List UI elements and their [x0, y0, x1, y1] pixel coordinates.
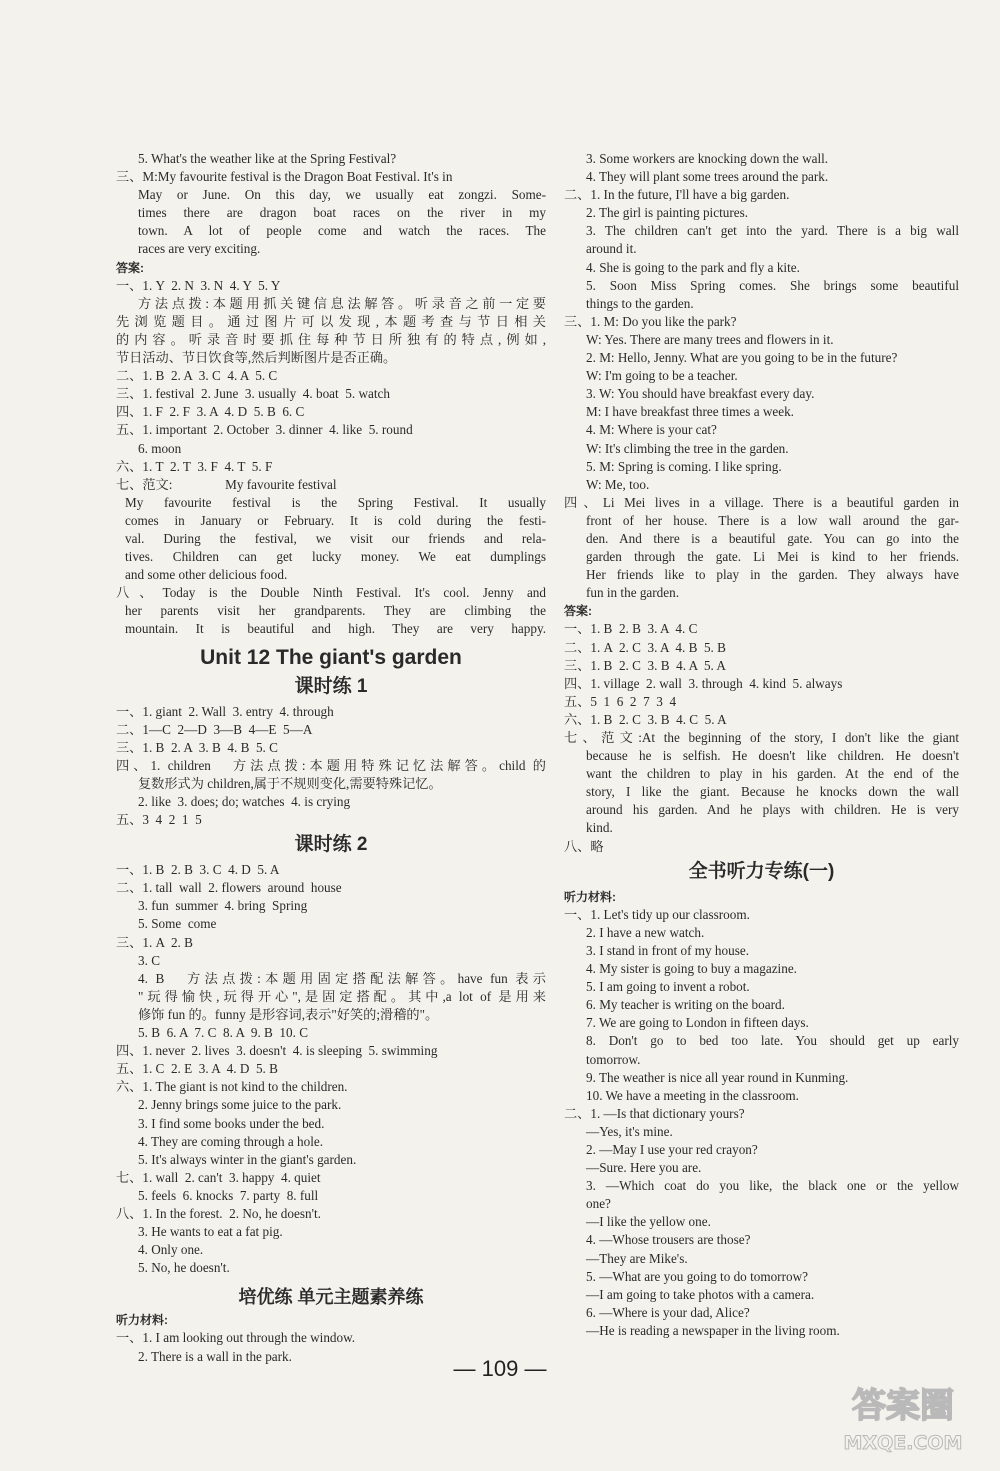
text-line: 6. moon	[138, 440, 182, 456]
text-line: 三、M:My favourite festival is the Dragon Boat Festival. It's in	[116, 169, 453, 185]
text-line: front of her house. There is a low wall around the gar-	[586, 512, 959, 528]
watermark-top: 答案圈	[852, 1386, 954, 1426]
text-line: 三、1. B 2. A 3. B 4. B 5. C	[116, 739, 278, 755]
text-line: 5. M: Spring is coming. I like spring.	[586, 458, 782, 474]
text-line: 6. My teacher is writing on the board.	[586, 997, 785, 1013]
text-line: 八、1. In the forest. 2. No, he doesn't.	[116, 1205, 321, 1221]
text-line: 5. What's the weather like at the Spring Festival?	[138, 151, 397, 166]
essay-line: 七、范文:At the beginning of the story, I don't like the giant	[564, 730, 959, 745]
text-line: 5. feels 6. knocks 7. party 8. full	[138, 1187, 319, 1203]
text-line: 5. —What are you going to do tomorrow?	[586, 1268, 808, 1284]
text-line: 3. Some workers are knocking down the wall.	[586, 151, 829, 166]
text-line: 三、1. B 2. C 3. B 4. A 5. A	[564, 657, 726, 673]
listening-label: 听力材料:	[564, 889, 616, 904]
unit-title: Unit 12 The giant's garden	[200, 645, 462, 669]
text-line: 四、1. children 方法点拨:本题用特殊记忆法解答。child 的	[116, 757, 546, 773]
tip-line: 复数形式为 children,属于不规则变化,需要特殊记忆。	[138, 775, 442, 791]
text-line: —They are Mike's.	[586, 1250, 688, 1266]
tip-line: 先浏览题目。通过图片可以发现,本题考查与节日相关	[116, 313, 546, 329]
essay-line: around his garden. And he plays with children. He is very	[586, 802, 959, 818]
text-line: 3. fun summer 4. bring Spring	[138, 898, 308, 914]
text-line: 四、1. F 2. F 3. A 4. D 5. B 6. C	[116, 404, 305, 420]
text-line: M: I have breakfast three times a week.	[586, 404, 794, 420]
text-line: —Yes, it's mine.	[586, 1123, 673, 1139]
text-line: 8. Don't go to bed too late. You should get up early	[586, 1033, 959, 1049]
text-line: 八、Today is the Double Ninth Festival. It's cool. Jenny and	[116, 585, 546, 601]
text-line: around it.	[586, 241, 637, 257]
text-line: 三、1. festival 2. June 3. usually 4. boat 5. watch	[116, 386, 390, 402]
text-line: times there are dragon boat races on the river in my	[138, 205, 546, 221]
text-line: 一、1. I am looking out through the window.	[116, 1330, 356, 1346]
text-line: den. And there is a beautiful gate. You can go into the	[586, 530, 959, 546]
text-line: 六、1. The giant is not kind to the children.	[116, 1079, 348, 1095]
text-line: fun in the garden.	[586, 585, 680, 601]
text-line: one?	[586, 1196, 611, 1212]
text-line: 一、1. B 2. B 3. C 4. D 5. A	[116, 862, 280, 878]
text-line: 2. I have a new watch.	[586, 924, 705, 940]
text-line: 八、略	[564, 838, 604, 854]
text-line: 10. We have a meeting in the classroom.	[586, 1087, 799, 1103]
text-line: 五、5 1 6 2 7 3 4	[564, 693, 677, 709]
text-line: —I am going to take photos with a camera.	[586, 1286, 815, 1302]
text-line: things to the garden.	[586, 295, 694, 311]
text-line: 5. It's always winter in the giant's garden.	[138, 1151, 357, 1167]
text-line: 四、1. village 2. wall 3. through 4. kind 5. always	[564, 675, 843, 691]
text-line: 4. My sister is going to buy a magazine.	[586, 961, 797, 977]
text-line: W: I'm going to be a teacher.	[586, 368, 738, 384]
text-line: races are very exciting.	[138, 241, 261, 257]
essay-line: My favourite festival is the Spring Festival. It usually	[125, 494, 546, 510]
lesson-2-title: 课时练 2	[294, 834, 368, 856]
text-line: her parents visit her grandparents. They are climbing the	[125, 603, 546, 619]
text-line: 一、1. B 2. B 3. A 4. C	[564, 621, 698, 637]
text-line: 4. —Whose trousers are those?	[586, 1232, 751, 1248]
essay-line: want the children to play in his garden. At the end of the	[586, 766, 959, 782]
text-line: 二、1. —Is that dictionary yours?	[564, 1105, 745, 1121]
watermark-logo	[818, 1369, 988, 1459]
tip-line: "玩得愉快,玩得开心",是固定搭配。其中,a lot of 是用来	[138, 988, 546, 1004]
section-title: 全书听力专练(一)	[688, 860, 835, 882]
text-line: 二、1. B 2. A 3. C 4. A 5. C	[116, 368, 278, 384]
text-line: 二、1. In the future, I'll have a big garden.	[564, 187, 790, 203]
text-line: garden through the gate. Li Mei is kind to her friends.	[586, 549, 959, 565]
essay-line: tives. Children can get lucky money. We eat dumplings	[125, 549, 546, 565]
essay-line: val. During the festival, we visit our friends and rela-	[125, 530, 546, 546]
text-line: 一、1. giant 2. Wall 3. entry 4. through	[116, 703, 334, 719]
text-line: 4. They will plant some trees around the park.	[586, 169, 829, 185]
essay-line: kind.	[586, 820, 613, 836]
text-line: 2. —May I use your red crayon?	[586, 1141, 758, 1157]
text-line: 五、1. C 2. E 3. A 4. D 5. B	[116, 1061, 278, 1077]
text-line: 5. Some come	[138, 916, 217, 932]
text-line: 6. —Where is your dad, Alice?	[586, 1304, 750, 1320]
text-line: 5. B 6. A 7. C 8. A 9. B 10. C	[138, 1025, 309, 1041]
tip-line: 的内容。听录音时要抓住每种节日所独有的特点,例如,	[116, 331, 546, 347]
text-line: 三、1. M: Do you like the park?	[564, 313, 737, 329]
essay-title-line: 七、范文: My favourite festival	[116, 476, 337, 492]
tip-line: 方法点拨:本题用抓关键信息法解答。听录音之前一定要	[138, 295, 546, 311]
text-line: 3. He wants to eat a fat pig.	[138, 1224, 283, 1240]
text-line: 六、1. B 2. C 3. B 4. C 5. A	[564, 711, 727, 727]
tip-line: 修饰 fun 的。funny 是形容词,表示"好笑的;滑稽的"。	[138, 1006, 439, 1022]
text-line: W: Yes. There are many trees and flowers in it.	[586, 331, 834, 347]
page-number: — 109 —	[453, 1356, 547, 1381]
text-line: 五、3 4 2 1 5	[116, 812, 202, 828]
text-line: 3. The children can't get into the yard. There is a big wall	[586, 223, 959, 239]
text-line: 三、1. A 2. B	[116, 934, 193, 950]
watermark-bottom: MXQE.COM	[843, 1432, 963, 1454]
text-line: 7. We are going to London in fifteen days.	[586, 1015, 809, 1031]
tip-line: 4. B 方法点拨:本题用固定搭配法解答。have fun 表示	[138, 970, 546, 986]
text-line: 2. The girl is painting pictures.	[586, 205, 749, 221]
essay-line: comes in January or February. It is cold during the festi-	[125, 512, 546, 528]
text-line: 二、1. tall wall 2. flowers around house	[116, 880, 342, 896]
text-line: 四、Li Mei lives in a village. There is a beautiful garden in	[564, 494, 959, 510]
text-line: 六、1. T 2. T 3. F 4. T 5. F	[116, 458, 273, 474]
text-line: W: Me, too.	[586, 476, 650, 492]
text-line: 9. The weather is nice all year round in Kunming.	[586, 1069, 849, 1085]
text-line: 3. —Which coat do you like, the black one or the yellow	[586, 1178, 959, 1194]
text-line: 3. I find some books under the bed.	[138, 1115, 325, 1131]
text-line: 4. They are coming through a hole.	[138, 1133, 324, 1149]
text-line: 四、1. never 2. lives 3. doesn't 4. is sleeping 5. swimming	[116, 1043, 438, 1059]
essay-line: because he is selfish. He doesn't like children. He doesn't	[586, 748, 959, 764]
text-line: 4. She is going to the park and fly a kite.	[586, 259, 800, 275]
text-line: —I like the yellow one.	[586, 1214, 711, 1230]
lesson-1-title: 课时练 1	[294, 675, 368, 697]
left-column	[116, 150, 546, 1366]
text-line: 五、1. important 2. October 3. dinner 4. like 5. round	[116, 422, 413, 438]
text-line: 二、1—C 2—D 3—B 4—E 5—A	[116, 721, 313, 737]
text-line: 二、1. A 2. C 3. A 4. B 5. B	[564, 639, 726, 655]
listening-label: 听力材料:	[116, 1313, 168, 1328]
text-line: 一、1. Y 2. N 3. N 4. Y 5. Y	[116, 277, 281, 293]
text-line: 5. Soon Miss Spring comes. She brings some beautiful	[586, 277, 959, 293]
text-line: May or June. On this day, we usually eat zongzi. Some-	[138, 187, 546, 203]
right-column	[564, 150, 959, 1340]
text-line: 4. M: Where is your cat?	[586, 422, 717, 438]
essay-line: and some other delicious food.	[125, 567, 288, 583]
text-line: town. A lot of people come and watch the races. The	[138, 223, 546, 239]
text-line: 七、1. wall 2. can't 3. happy 4. quiet	[116, 1169, 321, 1185]
text-line: —He is reading a newspaper in the living room.	[586, 1322, 840, 1338]
text-line: 2. like 3. does; do; watches 4. is crying	[138, 794, 351, 809]
text-line: 3. C	[138, 952, 160, 968]
essay-line: story, I like the giant. Because he knocks down the wall	[586, 784, 959, 800]
text-line: 一、1. Let's tidy up our classroom.	[564, 906, 750, 922]
text-line: tomorrow.	[586, 1051, 641, 1067]
tip-line: 节日活动、节日饮食等,然后判断图片是否正确。	[116, 350, 397, 366]
text-line: 3. I stand in front of my house.	[586, 942, 749, 958]
text-line: 4. Only one.	[138, 1242, 204, 1258]
text-line: 5. I am going to invent a robot.	[586, 979, 750, 995]
text-line: —Sure. Here you are.	[586, 1160, 702, 1176]
banner-title: 培优练 单元主题素养练	[238, 1287, 424, 1308]
text-line: mountain. It is beautiful and high. They are very happy.	[125, 621, 546, 637]
text-line: 5. No, he doesn't.	[138, 1260, 230, 1276]
text-line: Her friends like to play in the garden. They always have	[586, 567, 959, 583]
answer-label: 答案:	[564, 604, 592, 619]
text-line: 2. There is a wall in the park.	[138, 1348, 292, 1364]
answer-label: 答案:	[116, 260, 144, 275]
text-line: 2. M: Hello, Jenny. What are you going to be in the future?	[586, 350, 898, 366]
text-line: 2. Jenny brings some juice to the park.	[138, 1097, 342, 1113]
text-line: 3. W: You should have breakfast every day.	[586, 386, 815, 402]
text-line: W: It's climbing the tree in the garden.	[586, 440, 789, 456]
